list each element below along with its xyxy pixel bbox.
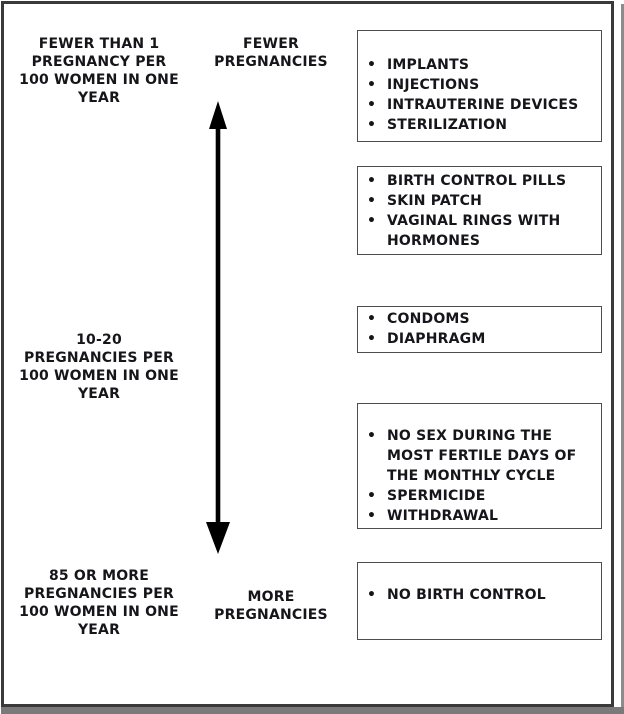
method-item: • WITHDRAWAL — [358, 506, 601, 526]
method-item: • STERILIZATION — [358, 115, 601, 135]
scale-label-85-or-more: 85 OR MORE PREGNANCIES PER 100 WOMEN IN ONE YEAR — [19, 568, 179, 638]
method-item: • VAGINAL RINGS WITH HORMONES — [358, 211, 601, 251]
bottom-edge-strip — [1, 707, 624, 714]
method-list — [358, 171, 601, 251]
method-list — [358, 426, 601, 526]
method-box-hormonal — [357, 166, 602, 255]
method-box-behavioral — [357, 403, 602, 529]
method-item: • SKIN PATCH — [358, 191, 601, 211]
method-item: • INJECTIONS — [358, 75, 601, 95]
scale-label-fewer-than-1: FEWER THAN 1 PREGNANCY PER 100 WOMEN IN ONE YEAR — [19, 36, 179, 106]
method-list — [358, 585, 601, 605]
method-box-no-birth-control — [357, 562, 602, 640]
method-box-most-effective — [357, 30, 602, 142]
method-box-barrier — [357, 306, 602, 353]
method-item: • IMPLANTS — [358, 55, 601, 75]
method-item: • DIAPHRAGM — [358, 329, 601, 349]
method-item: • NO SEX DURING THE MOST FERTILE DAYS OF THE MONTHLY CYCLE — [358, 426, 601, 486]
axis-label-more-pregnancies: MORE PREGNANCIES — [214, 589, 328, 623]
method-item: • BIRTH CONTROL PILLS — [358, 171, 601, 191]
method-item: • SPERMICIDE — [358, 486, 601, 506]
method-item: • CONDOMS — [358, 309, 601, 329]
method-list — [358, 55, 601, 135]
scale-label-10-20: 10-20 PREGNANCIES PER 100 WOMEN IN ONE YEAR — [19, 332, 179, 402]
double-headed-arrow-icon — [198, 98, 238, 558]
method-item: • NO BIRTH CONTROL — [358, 585, 601, 605]
method-list — [358, 309, 601, 349]
axis-label-fewer-pregnancies: FEWER PREGNANCIES — [214, 36, 328, 70]
method-item: • INTRAUTERINE DEVICES — [358, 95, 601, 115]
